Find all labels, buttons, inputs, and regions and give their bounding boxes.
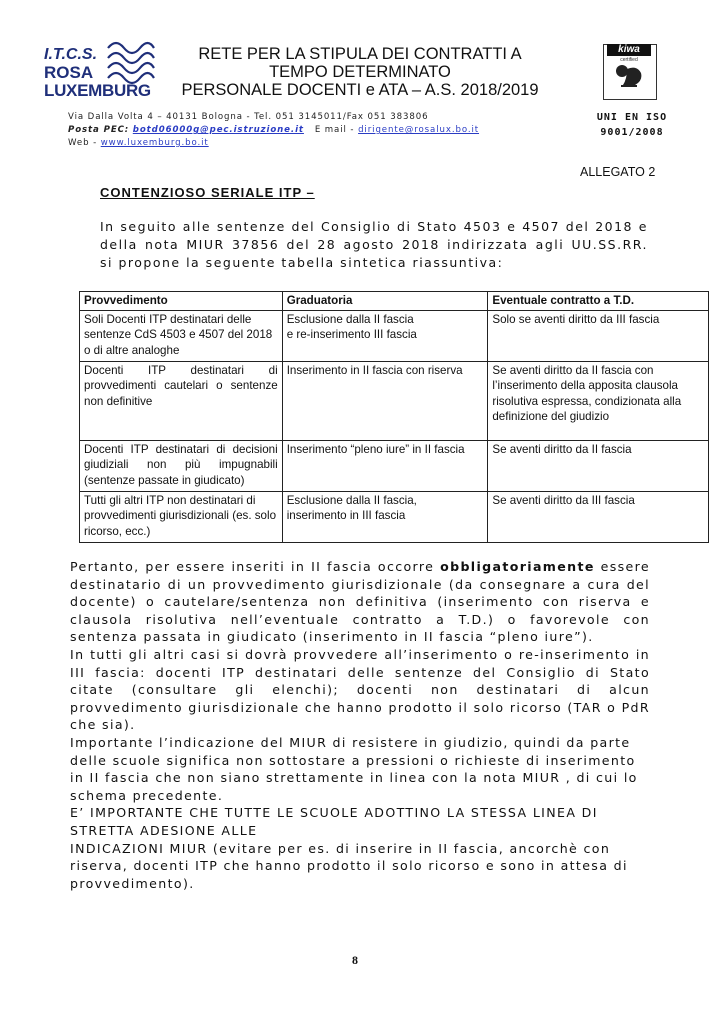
table-row xyxy=(80,491,709,542)
intro-paragraph: In seguito alle sentenze del Consiglio di Stato 4503 e 4507 del 2018 e della nota MIUR 37856 del 28 agosto 2018 indirizzata agli UU.SS.RR. si propone la seguente tabella sintetica riassuntiva: xyxy=(100,219,648,270)
page-number: 8 xyxy=(352,953,358,967)
email-link[interactable]: dirigente@rosalux.bo.it xyxy=(358,125,480,135)
table-row xyxy=(80,361,709,440)
body-text xyxy=(70,558,650,892)
cell-graduatoria-line-2: inserimento in III fascia xyxy=(286,509,406,523)
logo-line-rosa: ROSA xyxy=(44,63,94,82)
web-link[interactable]: www.luxemburg.bo.it xyxy=(100,138,209,148)
header-graduatoria: Graduatoria xyxy=(282,292,488,311)
body-paragraph-1 xyxy=(70,558,650,646)
body-p1-bold: obbligatoriamente xyxy=(440,559,595,574)
body-paragraph-2: In tutti gli altri casi si dovrà provvedere all’inserimento o re-inserimento in III fascia: docenti ITP destinatari delle sentenze del Consiglio di Stato citate (consultare gli elenchi); docenti non destinatari di alcun provvedimento giurisdizionale che hanno prodotto il solo ricorso (TAR o PdR che sia). xyxy=(70,646,650,733)
cell-provvedimento: Soli Docenti ITP destinatari delle sentenze CdS 4503 e 4507 del 2018 o di altre analoghe xyxy=(80,310,283,361)
kiwa-certified-label: certified xyxy=(620,57,638,63)
cell-contratto: Solo se aventi diritto da III fascia xyxy=(488,310,709,361)
cell-graduatoria-line-2: e re-inserimento III fascia xyxy=(286,328,417,342)
table-row xyxy=(80,310,709,361)
header-title-line-1: RETE PER LA STIPULA DEI CONTRATTI A xyxy=(198,45,522,63)
attachment-label: ALLEGATO 2 xyxy=(580,165,656,179)
body-paragraph-5: INDICAZIONI MIUR (evitare per es. di inserire in II fascia, ancorchè con riserva, docenti ITP che hanno prodotto il solo ricorso e sono in attesa di provvedimento). xyxy=(70,840,628,891)
cell-provvedimento: Docenti ITP destinatari di provvedimenti cautelari o sentenze non definitive xyxy=(80,361,283,440)
cell-graduatoria-line-1: Esclusione dalla II fascia xyxy=(286,312,414,326)
cell-graduatoria-line-1: Esclusione dalla II fascia, xyxy=(286,493,417,507)
web-label: Web - xyxy=(68,138,98,148)
table-header-row xyxy=(80,292,709,311)
cell-graduatoria: Inserimento “pleno iure” in II fascia xyxy=(282,440,488,491)
body-paragraph-3: Importante l’indicazione del MIUR di resistere in giudizio, quindi da parte delle scuole significa non sottostare a pressioni o richieste di inserimento in II fascia che non siano strettamente in linea con la nota MIUR , di cui lo schema precedente. xyxy=(70,734,638,803)
summary-table xyxy=(79,291,709,543)
pec-link[interactable]: botd06000g@pec.istruzione.it xyxy=(132,125,304,135)
header-contratto: Eventuale contratto a T.D. xyxy=(488,292,709,311)
iso-standard-line-2: 9001/2008 xyxy=(600,127,664,138)
header-title-line-2: TEMPO DETERMINATO xyxy=(269,63,451,81)
email-label: E mail - xyxy=(314,125,355,135)
cell-contratto: Se aventi diritto da III fascia xyxy=(488,491,709,542)
header-provvedimento: Provvedimento xyxy=(80,292,283,311)
kiwa-brand: kiwa xyxy=(607,44,651,56)
table-row xyxy=(80,440,709,491)
cell-contratto: Se aventi diritto da II fascia xyxy=(488,440,709,491)
school-pec-line xyxy=(68,125,479,135)
kiwa-bird-icon xyxy=(613,63,645,89)
school-web-line xyxy=(68,138,209,148)
section-title: CONTENZIOSO SERIALE ITP – xyxy=(100,185,315,200)
logo-line-itcs: I.T.C.S. xyxy=(44,46,98,63)
cell-graduatoria: Inserimento in II fascia con riserva xyxy=(282,361,488,440)
pec-label: Posta PEC: xyxy=(68,125,130,135)
school-address: Via Dalla Volta 4 – 40131 Bologna - Tel. 051 3145011/Fax 051 383806 xyxy=(68,112,429,122)
body-p1-start: Pertanto, per essere inseriti in II fascia occorre xyxy=(70,559,441,574)
body-p1-end: essere destinatario di un provvedimento giurisdizionale (da consegnare a cura del docente) o cautelare/sentenza non definitiva (inserimento con riserva e clausola risolutiva nell’eventuale contratto a T.D.) o favorevole con sentenza passata in giudicato (inserimento in II fascia “pleno iure”). xyxy=(70,559,650,645)
cell-provvedimento: Tutti gli altri ITP non destinatari di provvedimenti giurisdizionali (es. solo ricorso, ecc.) xyxy=(80,491,283,542)
iso-standard-line-1: UNI EN ISO xyxy=(596,112,668,123)
cell-graduatoria xyxy=(282,310,488,361)
cell-contratto: Se aventi diritto da II fascia con l’inserimento della apposita clausola risolutiva espressa, condizionata alla definizione del giudizio xyxy=(488,361,709,440)
cell-provvedimento: Docenti ITP destinatari di decisioni giudiziali non più impugnabili (sentenze passate in giudicato) xyxy=(80,440,283,491)
cell-graduatoria xyxy=(282,491,488,542)
logo-line-luxemburg: LUXEMBURG xyxy=(44,81,151,100)
header-title-line-3: PERSONALE DOCENTI e ATA – A.S. 2018/2019 xyxy=(181,81,539,99)
body-paragraph-4: E’ IMPORTANTE CHE TUTTE LE SCUOLE ADOTTINO LA STESSA LINEA DI STRETTA ADESIONE ALLE xyxy=(70,805,598,838)
